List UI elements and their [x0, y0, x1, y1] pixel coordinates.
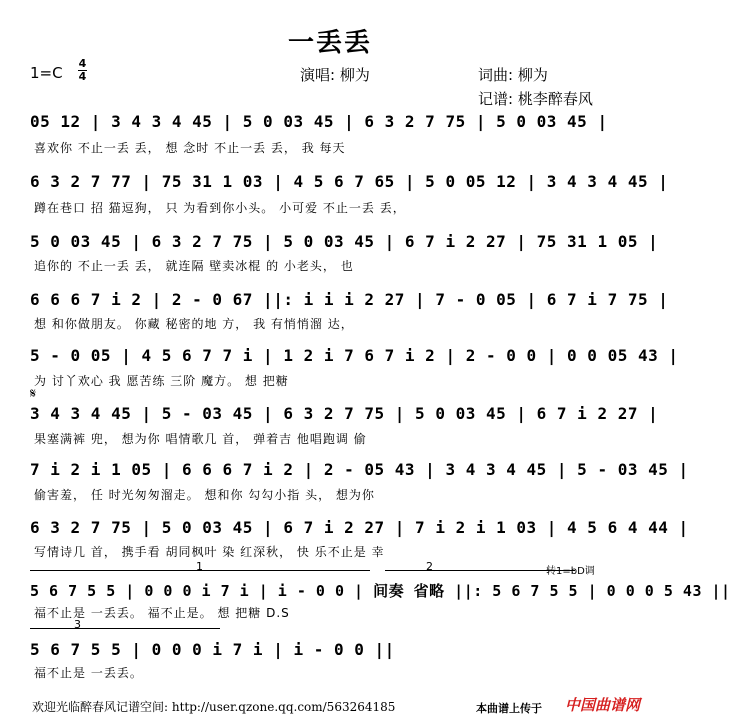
first-ending-number: 1	[196, 560, 203, 573]
time-sig-top: 4	[78, 57, 87, 70]
lyric-line-3: 追你的 不止一丢 丢， 就连隔 壁卖冰棍 的 小老头， 也	[34, 259, 354, 273]
lyric-line-4: 想 和你做朋友。 你藏 秘密的地 方， 我 有悄悄溜 达，	[34, 317, 354, 331]
third-ending-bracket	[30, 628, 220, 629]
lyric-line-5: 为 讨丫欢心 我 愿苦练 三阶 魔方。 想 把糖	[34, 374, 289, 388]
score-line-9: 5 6 7 5 5 | 0 0 0 i 7 i | i - 0 0 | 间奏 省略 ||: 5 6 7 5 5 | 0 0 0 5 43 ||	[30, 582, 731, 600]
key-change-note: 转1=bD调	[546, 566, 595, 577]
lyric-line-2: 蹲在巷口 招 猫逗狗， 只 为看到你小头。 小可爱 不止一丢 丢，	[34, 201, 406, 215]
third-ending-number: 3	[74, 618, 81, 631]
song-title: 一丢丢	[287, 28, 372, 58]
score-line-3: 5 0 03 45 | 6 3 2 7 75 | 5 0 03 45 | 6 7 i 2 27 | 75 31 1 05 |	[30, 232, 659, 251]
footer-upload-note: 本曲谱上传于	[476, 702, 542, 715]
singer-credit: 演唱: 柳为	[300, 66, 370, 84]
footer-website[interactable]: 欢迎光临醉春风记谱空间: http://user.qzone.qq.com/563264185	[32, 700, 396, 714]
composer-credit: 词曲: 柳为	[478, 66, 548, 84]
lyric-line-1: 喜欢你 不止一丢 丢， 想 念时 不止一丢 丢， 我 每天	[34, 141, 346, 155]
score-line-7: 7 i 2 i 1 05 | 6 6 6 7 i 2 | 2 - 05 43 | 3 4 3 4 45 | 5 - 03 45 |	[30, 460, 689, 479]
score-line-6: 3 4 3 4 45 | 5 - 03 45 | 6 3 2 7 75 | 5 0 03 45 | 6 7 i 2 27 |	[30, 404, 659, 423]
lyric-line-6: 果塞满裤 兜， 想为你 唱情歌几 首， 弹着吉 他唱跑调 偷	[34, 432, 367, 446]
transcriber-credit: 记谱: 桃李醉春风	[478, 90, 593, 108]
score-line-1: 05 12 | 3 4 3 4 45 | 5 0 03 45 | 6 3 2 7 75 | 5 0 03 45 |	[30, 112, 608, 131]
segno-sign: 𝄋	[30, 386, 37, 402]
lyric-line-10: 福不止是 一丢丢。	[34, 666, 143, 680]
score-line-5: 5 - 0 05 | 4 5 6 7 7 i | 1 2 i 7 6 7 i 2 | 2 - 0 0 | 0 0 05 43 |	[30, 346, 679, 365]
lyric-line-7: 偷害羞， 任 时光匆匆溜走。 想和你 勾勾小指 头， 想为你	[34, 488, 375, 502]
score-line-2: 6 3 2 7 77 | 75 31 1 03 | 4 5 6 7 65 | 5 0 05 12 | 3 4 3 4 45 |	[30, 172, 669, 191]
site-logo[interactable]: 中国曲谱网	[565, 696, 641, 714]
lyric-line-8: 写情诗几 首， 携手看 胡同枫叶 染 红深秋， 快 乐不止是 幸	[34, 545, 385, 559]
lyric-line-9: 福不止是 一丢丢。 福不止是。 想 把糖 D.S	[34, 606, 290, 620]
time-signature	[78, 58, 87, 83]
time-sig-bottom: 4	[78, 70, 87, 83]
second-ending-number: 2	[426, 560, 433, 573]
key-signature: 1=C	[30, 64, 63, 82]
score-line-10: 5 6 7 5 5 | 0 0 0 i 7 i | i - 0 0 ||	[30, 640, 395, 659]
score-line-8: 6 3 2 7 75 | 5 0 03 45 | 6 7 i 2 27 | 7 i 2 i 1 03 | 4 5 6 4 44 |	[30, 518, 689, 537]
score-line-4: 6 6 6 7 i 2 | 2 - 0 67 ||: i i i 2 27 | 7 - 0 05 | 6 7 i 7 75 |	[30, 290, 669, 309]
